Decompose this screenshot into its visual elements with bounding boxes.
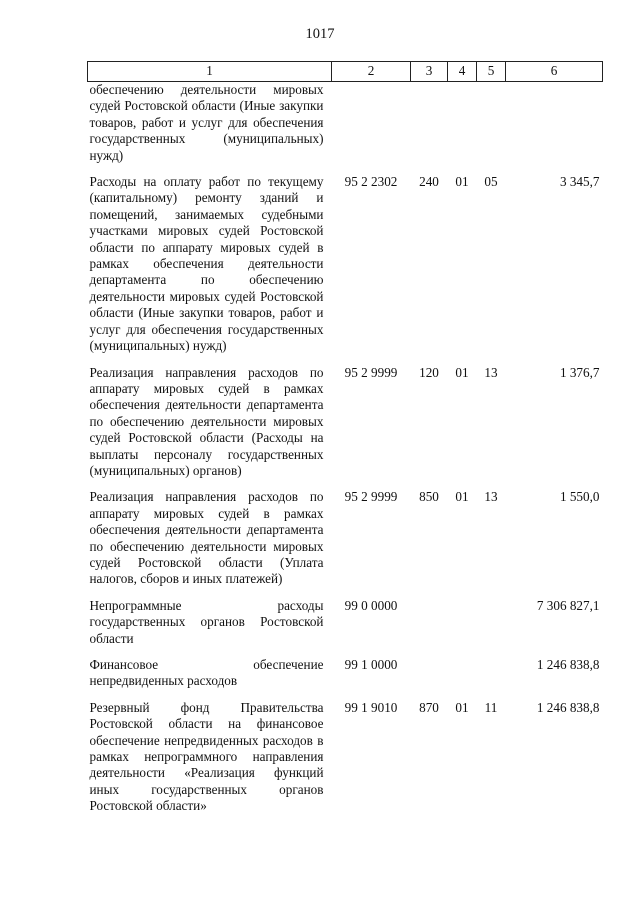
- row-vr: 240: [419, 174, 439, 190]
- header-col-3: 3: [411, 62, 448, 82]
- row-sum: 1 550,0: [559, 489, 600, 505]
- row-name: Реализация направления расходов по аппарату мировых судей в рамках обеспечения деятельности департамента по обеспечению деятельности мировых судей Ростовской области (Уплата налогов, сборов и иных платежей): [89, 489, 324, 587]
- row-name: Непрограммные расходы государственных органов Ростовской области: [89, 597, 324, 646]
- row-sum: 1 246 838,8: [536, 657, 600, 672]
- header-col-5: 5: [477, 62, 506, 82]
- header-col-2: 2: [332, 62, 411, 82]
- row-rz: [448, 598, 477, 647]
- row-vr: [411, 657, 448, 690]
- table-row: [88, 657, 603, 690]
- row-pr: 13: [484, 364, 498, 380]
- table-row: [88, 700, 603, 815]
- row-name: Резервный фонд Правительства Ростовской области на финансовое обеспечение непредвиденных расходов в рамках непрограммного направления деятельности «Реализация функций иных государственных органов Ростовской области»: [89, 699, 324, 814]
- header-col-6: 6: [506, 62, 603, 82]
- row-pr: 11: [484, 699, 498, 715]
- budget-table: [87, 61, 603, 815]
- header-col-4: 4: [448, 62, 477, 82]
- table-row: [88, 365, 603, 480]
- row-sum: 1 246 838,8: [536, 699, 600, 715]
- header-col-1: 1: [88, 62, 332, 82]
- row-rz: [448, 657, 477, 690]
- row-sum: 1 376,7: [559, 364, 600, 380]
- row-rz: 01: [455, 699, 469, 715]
- row-vr: 850: [419, 489, 439, 505]
- header-row: [88, 62, 603, 82]
- row-rz: 01: [455, 174, 469, 190]
- row-rz: 01: [455, 364, 469, 380]
- row-sum: 3 345,7: [559, 174, 600, 190]
- row-rz: [448, 82, 477, 165]
- row-name: Расходы на оплату работ по текущему (капитальному) ремонту зданий и помещений, занимаемых судебными участками мировых судей Ростовской области по аппарату мировых судей в рамках обеспечения деятельности департамента по обеспечению деятельности мировых судей Ростовской области (Иные закупки товаров, работ и услуг для обеспечения государственных (муниципальных) нужд): [89, 174, 324, 354]
- row-csr: [332, 82, 411, 165]
- row-pr: [477, 82, 506, 165]
- row-csr: 99 1 9010: [344, 699, 398, 715]
- row-rz: 01: [455, 489, 469, 505]
- row-sum: [506, 82, 603, 165]
- table-row: [88, 174, 603, 354]
- row-vr: [411, 598, 448, 647]
- row-csr: 95 2 9999: [344, 489, 398, 505]
- row-vr: [411, 82, 448, 165]
- row-pr: 13: [484, 489, 498, 505]
- row-csr: 95 2 9999: [344, 364, 398, 380]
- row-sum: 7 306 827,1: [536, 597, 600, 613]
- table-row: [88, 598, 603, 647]
- row-vr: 120: [419, 364, 439, 380]
- row-name: обеспечению деятельности мировых судей Ростовской области (Иные закупки товаров, работ и услуг для обеспечения государственных (муниципальных) нужд): [89, 82, 324, 163]
- row-name: Финансовое обеспечение непредвиденных расходов: [89, 657, 324, 689]
- page-number: 1017: [305, 26, 335, 42]
- table-row: [88, 82, 603, 165]
- row-vr: 870: [419, 699, 439, 715]
- row-csr: 99 0 0000: [344, 597, 398, 613]
- row-pr: [477, 598, 506, 647]
- row-csr: 99 1 0000: [344, 657, 398, 672]
- table-row: [88, 489, 603, 587]
- row-csr: 95 2 2302: [344, 174, 398, 190]
- row-pr: [477, 657, 506, 690]
- row-pr: 05: [484, 174, 498, 190]
- row-name: Реализация направления расходов по аппарату мировых судей в рамках обеспечения деятельности департамента по обеспечению деятельности мировых судей Ростовской области (Расходы на выплаты персоналу государственных (муниципальных) органов): [89, 364, 324, 478]
